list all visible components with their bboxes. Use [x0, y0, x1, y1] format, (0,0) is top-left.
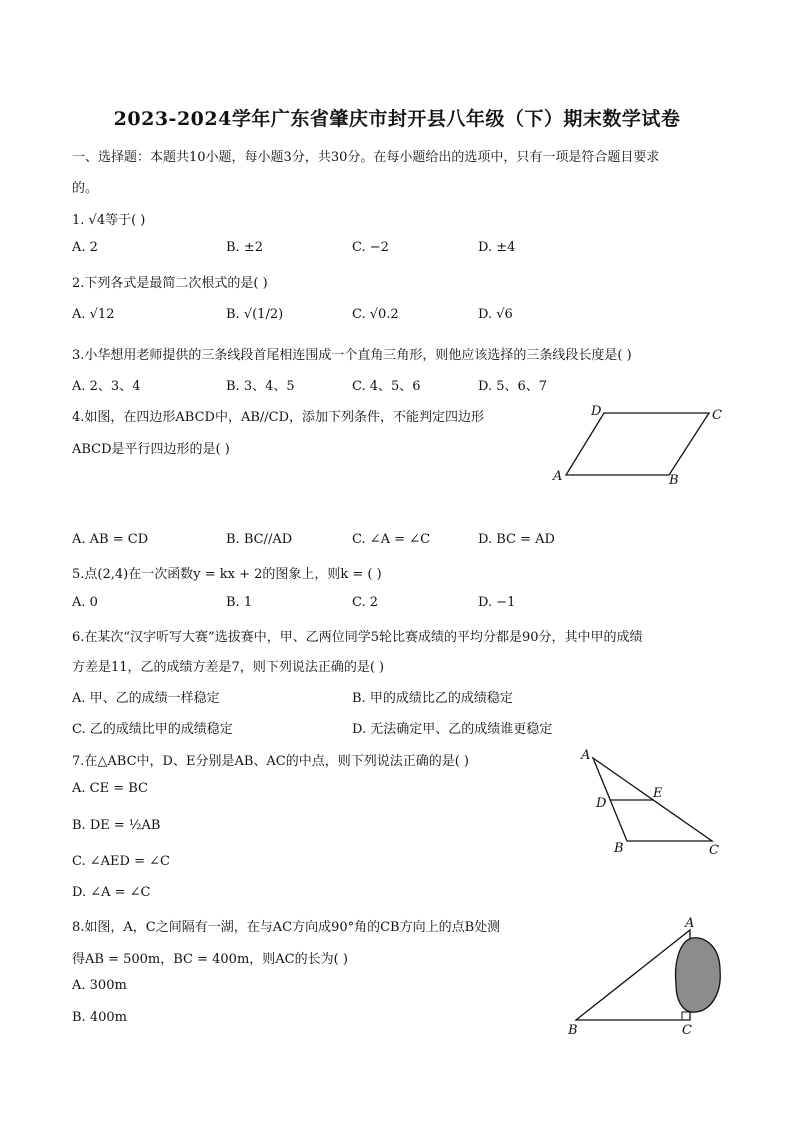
question-8-stem-line2: 得AB = 500m，BC = 400m，则AC的长为( )	[72, 952, 348, 967]
section-instructions-line2: 的。	[72, 181, 99, 196]
label-c: C	[712, 408, 722, 423]
question-6-option-a: A. 甲、乙的成绩一样稳定	[72, 691, 220, 706]
label-a: A	[581, 748, 591, 763]
question-4-option-d: D. BC = AD	[478, 532, 555, 547]
parallelogram-figure	[548, 400, 728, 490]
label-a: A	[553, 469, 563, 484]
question-5-stem: 5.点(2,4)在一次函数y = kx + 2的图象上，则k = ( )	[72, 567, 382, 582]
lake-figure	[560, 912, 740, 1042]
question-6-stem-line1: 6.在某次“汉字听写大赛”选拔赛中，甲、乙两位同学5轮比赛成绩的平均分都是90分，其中甲的成绩	[72, 630, 643, 645]
question-6-option-c: C. 乙的成绩比甲的成绩稳定	[72, 722, 233, 737]
question-3-option-a: A. 2、3、4	[72, 379, 141, 394]
question-6-option-d: D. 无法确定甲、乙的成绩谁更稳定	[352, 722, 553, 737]
question-7-option-d: D. ∠A = ∠C	[72, 885, 151, 900]
question-4-stem-line2: ABCD是平行四边形的是( )	[72, 442, 230, 457]
question-4-option-b: B. BC//AD	[226, 532, 293, 547]
label-c: C	[709, 843, 719, 858]
question-2-option-b: B. √(1/2)	[226, 307, 284, 322]
right-angle-mark	[682, 1012, 690, 1020]
question-4-option-c: C. ∠A = ∠C	[352, 532, 431, 547]
question-5-option-c: C. 2	[352, 595, 379, 610]
question-2-option-a: A. √12	[72, 307, 115, 322]
question-1-option-b: B. ±2	[226, 240, 263, 255]
question-6-option-b: B. 甲的成绩比乙的成绩稳定	[352, 691, 513, 706]
label-b: B	[568, 1023, 578, 1038]
question-3-option-b: B. 3、4、5	[226, 379, 295, 394]
question-7-option-a: A. CE = BC	[72, 781, 148, 796]
label-c: C	[682, 1023, 692, 1038]
label-e: E	[653, 786, 663, 801]
label-b: B	[614, 841, 624, 856]
lake-shape	[676, 938, 721, 1012]
question-1-option-a: A. 2	[72, 240, 98, 255]
question-5-option-a: A. 0	[72, 595, 98, 610]
question-3-stem: 3.小华想用老师提供的三条线段首尾相连围成一个直角三角形，则他应该选择的三条线段长度是( )	[72, 348, 632, 363]
question-4-stem-line1: 4.如图，在四边形ABCD中，AB//CD，添加下列条件，不能判定四边形	[72, 410, 485, 425]
question-3-option-c: C. 4、5、6	[352, 379, 421, 394]
question-5-option-d: D. −1	[478, 595, 516, 610]
question-7-option-c: C. ∠AED = ∠C	[72, 854, 170, 869]
question-5-option-b: B. 1	[226, 595, 253, 610]
question-2-option-d: D. √6	[478, 307, 513, 322]
question-4-option-a: A. AB = CD	[72, 532, 149, 547]
triangle-figure	[575, 744, 735, 864]
question-8-option-a: A. 300m	[72, 978, 127, 993]
question-6-stem-line2: 方差是11，乙的成绩方差是7，则下列说法正确的是( )	[72, 660, 385, 675]
label-d: D	[591, 404, 602, 419]
question-3-option-d: D. 5、6、7	[478, 379, 548, 394]
question-2-stem: 2.下列各式是最简二次根式的是( )	[72, 276, 268, 291]
parallelogram-shape	[566, 413, 709, 475]
question-8-option-b: B. 400m	[72, 1010, 127, 1025]
question-8-stem-line1: 8.如图，A，C之间隔有一湖，在与AC方向成90°角的CB方向上的点B处测	[72, 920, 501, 935]
label-a: A	[685, 916, 695, 931]
section-instructions-line1: 一、选择题：本题共10小题，每小题3分，共30分。在每小题给出的选项中，只有一项是符合题目要求	[72, 150, 660, 165]
question-1-stem: 1. √4等于( )	[72, 213, 146, 228]
label-d: D	[596, 796, 607, 811]
label-b: B	[669, 473, 679, 488]
question-1-option-d: D. ±4	[478, 240, 516, 255]
question-7-stem: 7.在△ABC中，D、E分别是AB、AC的中点，则下列说法正确的是( )	[72, 754, 469, 769]
exam-title: 2023-2024学年广东省肇庆市封开县八年级（下）期末数学试卷	[113, 108, 681, 130]
question-1-option-c: C. −2	[352, 240, 389, 255]
question-7-option-b: B. DE = ½AB	[72, 818, 161, 833]
question-2-option-c: C. √0.2	[352, 307, 399, 322]
right-triangle-abc	[576, 930, 690, 1020]
